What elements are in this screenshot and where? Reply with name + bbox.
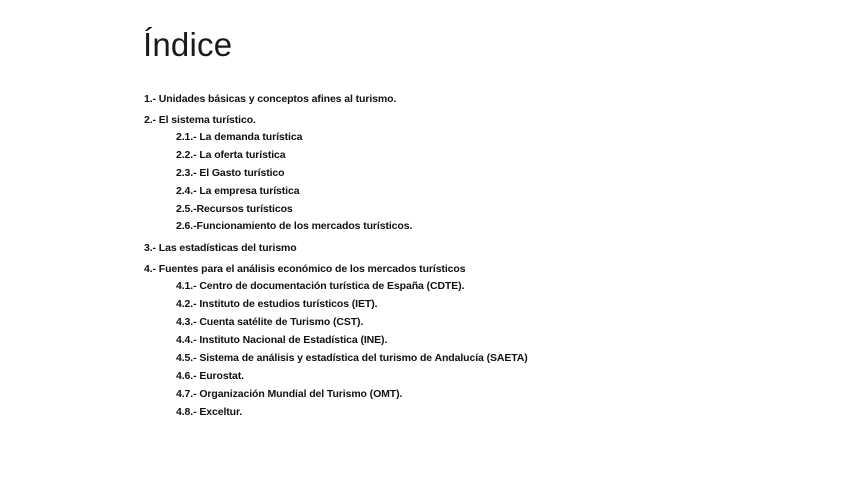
toc-section-heading: 1.- Unidades básicas y conceptos afines al turismo. — [144, 93, 397, 105]
table-of-contents — [144, 90, 824, 421]
toc-subitem: 2.5.-Recursos turísticos — [176, 202, 293, 215]
toc-subitem: 2.3.- El Gasto turístico — [176, 166, 285, 179]
page-title: Índice — [143, 26, 233, 63]
toc-subitem: 2.6.-Funcionamiento de los mercados turísticos. — [176, 220, 413, 233]
toc-subitem: 2.4.- La empresa turística — [176, 184, 300, 197]
toc-section-heading: 2.- El sistema turístico. — [144, 114, 256, 126]
toc-subitem: 4.8.- Exceltur. — [176, 405, 243, 418]
toc-subitem: 2.2.- La oferta turística — [176, 148, 286, 161]
toc-subitem: 4.7.- Organización Mundial del Turismo (OMT). — [176, 387, 403, 400]
toc-subitem: 4.2.- Instituto de estudios turísticos (IET). — [176, 298, 378, 311]
toc-section-1 — [144, 90, 824, 108]
toc-section-3 — [144, 239, 824, 257]
toc-section-heading: 3.- Las estadísticas del turismo — [144, 242, 297, 255]
toc-subitem: 4.1.- Centro de documentación turística de España (CDTE). — [176, 280, 465, 293]
toc-subitem: 4.5.- Sistema de análisis y estadística del turismo de Andalucía (SAETA) — [176, 351, 528, 364]
toc-section-2 — [144, 111, 824, 236]
toc-subitem: 4.3.- Cuenta satélite de Turismo (CST). — [176, 316, 364, 329]
toc-subitem: 4.4.- Instituto Nacional de Estadística (INE). — [176, 334, 388, 347]
toc-subitem: 4.6.- Eurostat. — [176, 369, 244, 382]
toc-section-heading: 4.- Fuentes para el análisis económico de los mercados turísticos — [144, 263, 466, 276]
toc-subitem: 2.1.- La demanda turística — [176, 131, 303, 143]
toc-section-4 — [144, 260, 824, 421]
